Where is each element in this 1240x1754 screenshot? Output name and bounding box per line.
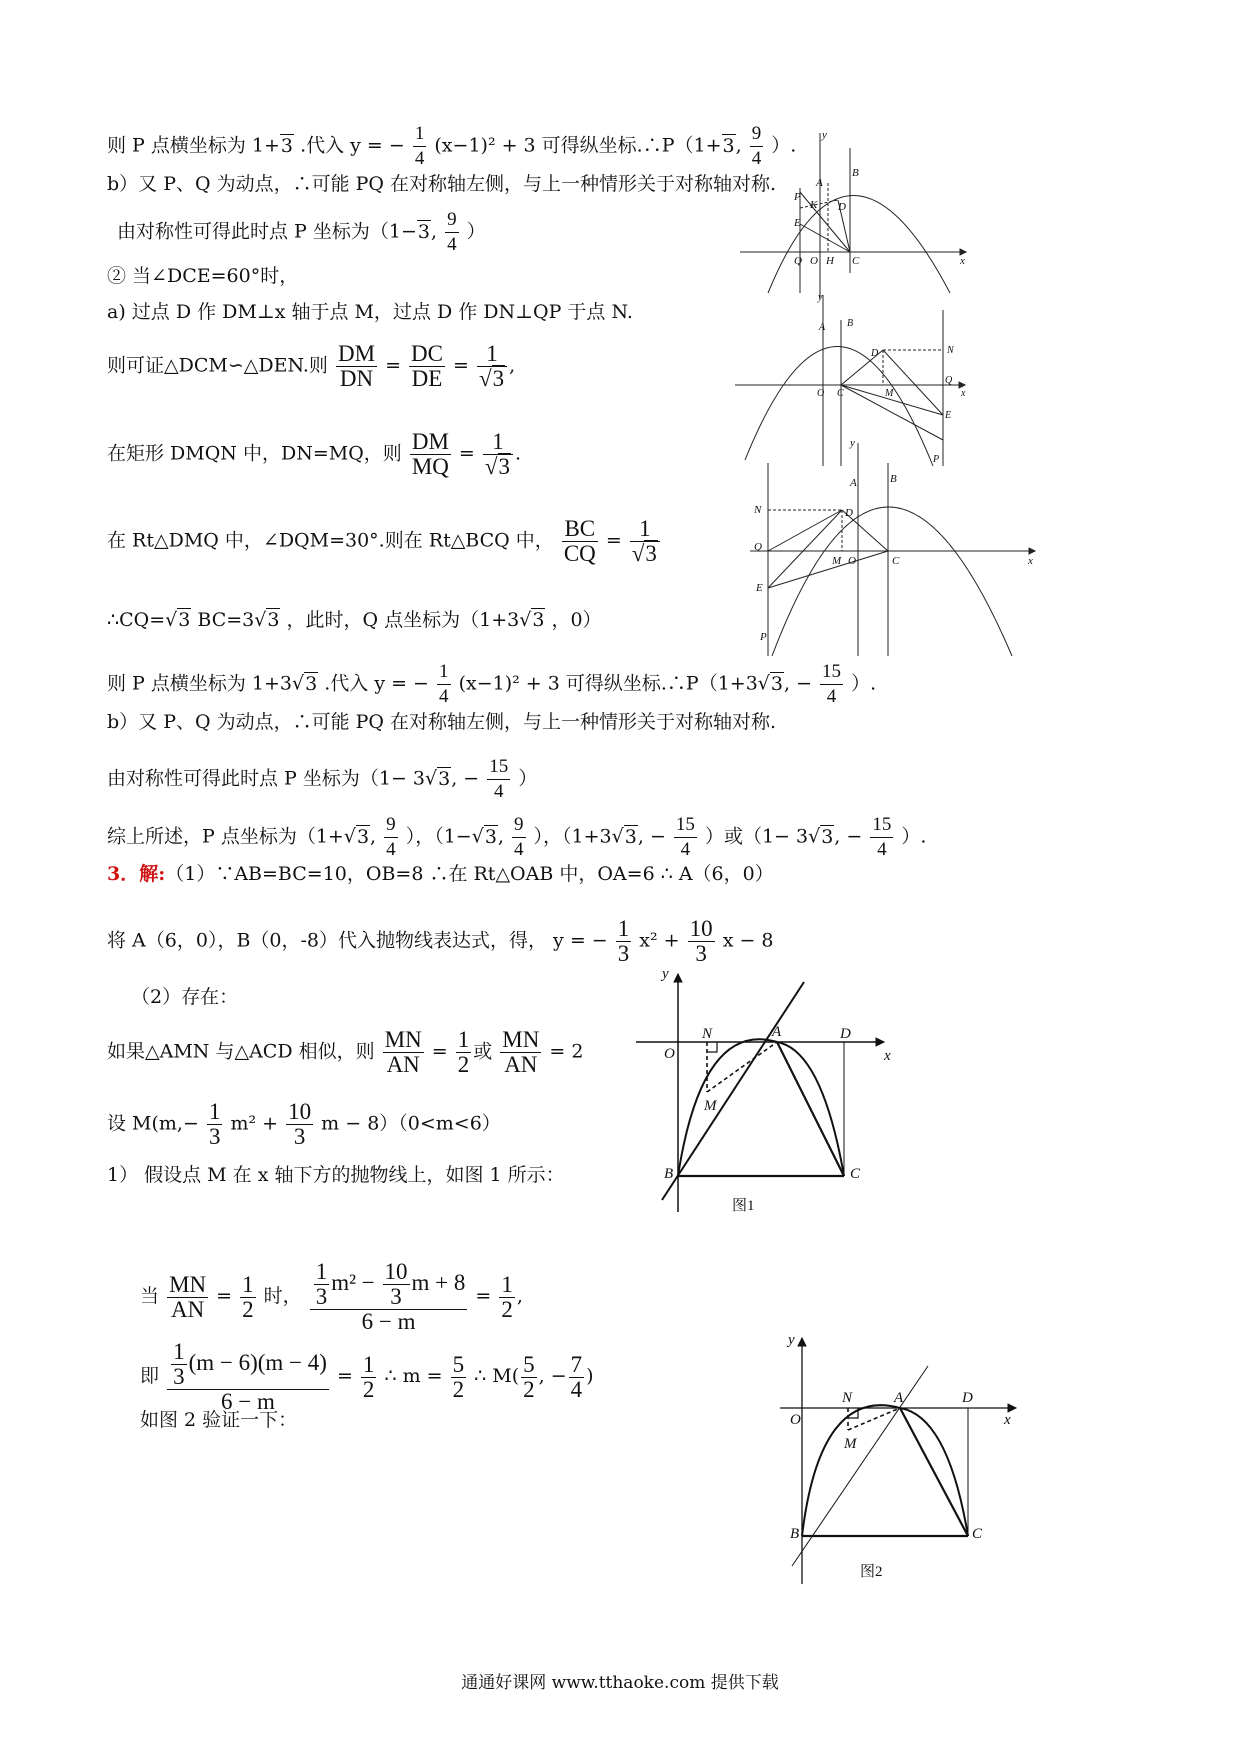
line-22: 如图 2 验证一下：: [140, 1409, 298, 1431]
svg-text:C: C: [892, 555, 900, 567]
svg-text:C: C: [837, 388, 844, 399]
line-5: a) 过点 D 作 DM⊥x 轴于点 M，过点 D 作 DN⊥QP 于点 N.: [107, 301, 633, 323]
line-2: b）又 P、Q 为动点，∴可能 PQ 在对称轴左侧，与上一种情形关于对称轴对称.: [107, 173, 777, 195]
svg-text:C: C: [852, 255, 860, 267]
line-16: （2）存在：: [131, 986, 239, 1008]
svg-text:y: y: [822, 129, 827, 141]
svg-text:C: C: [850, 1166, 861, 1182]
footer: 通通好课网 www.tthaoke.com 提供下载: [461, 1673, 779, 1693]
svg-text:y: y: [788, 1332, 795, 1348]
svg-text:M: M: [885, 388, 894, 399]
svg-text:x: x: [1028, 555, 1033, 567]
line-6: 则可证△DCM∽△DEN.则 $\frac{DM}{DN}$ = $\frac{DC}{DE}$ = $\frac{1}{√3}$ ,: [107, 341, 516, 391]
svg-text:K: K: [810, 199, 818, 211]
svg-text:O: O: [848, 555, 856, 567]
svg-text:y: y: [818, 292, 823, 303]
svg-text:D: D: [845, 507, 853, 519]
figure-2-caption: 图2: [860, 1564, 883, 1580]
line-9: ∴CQ=√3 BC=3√3 ，此时，Q 点坐标为（1+3√3 ，0）: [107, 609, 602, 631]
svg-text:A: A: [772, 1024, 782, 1040]
line-3: 由对称性可得此时点 P 坐标为（1−3, $\frac{9}{4}$ ）: [117, 209, 486, 255]
line-19: 1） 假设点 M 在 x 轴下方的抛物线上，如图 1 所示：: [107, 1164, 565, 1186]
line-17: 如果△AMN 与△ACD 相似，则 $\frac{MN}{AN}$ = $\frac{1}{2}$ 或 $\frac{MN}{AN}$ = 2: [107, 1027, 584, 1077]
svg-text:M: M: [704, 1098, 717, 1114]
svg-text:B: B: [890, 473, 897, 485]
svg-text:y: y: [850, 438, 855, 449]
svg-text:B: B: [852, 167, 859, 179]
svg-text:O: O: [664, 1046, 675, 1062]
line-14: 3．解:（1）∵AB=BC=10，OB=8 ∴在 Rt△OAB 中，OA=6 ∴ A（6，0）: [107, 863, 774, 885]
svg-text:x: x: [1004, 1412, 1011, 1428]
svg-text:y: y: [662, 966, 669, 982]
svg-text:E: E: [756, 582, 763, 594]
line-8: 在 Rt△DMQ 中，∠DQM=30°.则在 Rt△BCQ 中， $\frac{BC}{CQ}$ = $\frac{1}{√3}$: [107, 517, 662, 566]
line-15: 将 A（6，0），B（0，-8）代入抛物线表达式，得， y = − $\frac{1}{3}$ x² + $\frac{10}{3}$ x − 8: [107, 916, 774, 966]
svg-text:B: B: [664, 1166, 674, 1182]
svg-text:Q: Q: [794, 255, 802, 267]
line-1: 则 P 点横坐标为 1+3 .代入 y = − $\frac{1}{4}$ (x−1)² + 3 可得纵坐标.∴P（1+3, $\frac{9}{4}$ ）.: [107, 123, 797, 169]
svg-text:O: O: [810, 255, 818, 267]
line-11: b）又 P、Q 为动点，∴可能 PQ 在对称轴左侧，与上一种情形关于对称轴对称.: [107, 711, 777, 733]
svg-text:N: N: [842, 1390, 853, 1406]
svg-text:B: B: [847, 318, 854, 329]
figure-2: [780, 1326, 1030, 1586]
svg-text:E: E: [945, 410, 952, 421]
svg-text:H: H: [826, 255, 834, 267]
svg-text:B: B: [790, 1526, 800, 1542]
svg-text:D: D: [871, 348, 879, 359]
svg-text:Q: Q: [754, 541, 762, 553]
svg-text:x: x: [960, 255, 965, 267]
svg-text:A: A: [816, 177, 823, 189]
svg-text:O: O: [790, 1412, 801, 1428]
svg-text:Q: Q: [945, 375, 953, 386]
svg-text:P: P: [760, 631, 767, 643]
svg-text:x: x: [884, 1048, 891, 1064]
line-13: 综上所述，P 点坐标为（1+√3, $\frac{9}{4}$ ），（1−√3, $\frac{9}{4}$ ），（1+3√3, − $\frac{15}{4}$ ）或（1− 3√3, − $\frac{15}{4}$ ）.: [107, 814, 927, 860]
svg-text:N: N: [754, 504, 762, 516]
svg-text:M: M: [844, 1436, 857, 1452]
line-18: 设 M(m,− $\frac{1}{3}$ m² + $\frac{10}{3}$ m − 8）（0<m<6）: [107, 1099, 501, 1149]
line-4: ② 当∠DCE=60°时，: [107, 265, 299, 287]
svg-text:P: P: [794, 191, 801, 203]
svg-text:C: C: [972, 1526, 983, 1542]
line-7: 在矩形 DMQN 中，DN=MQ，则 $\frac{DM}{MQ}$ = $\frac{1}{√3}$ .: [107, 429, 522, 479]
svg-text:E: E: [794, 217, 801, 229]
line-10: 则 P 点横坐标为 1+3√3 .代入 y = − $\frac{1}{4}$ (x−1)² + 3 可得纵坐标.∴P（1+3√3, − $\frac{15}{4}$ ）.: [107, 661, 877, 707]
figure-1: [632, 960, 900, 1218]
svg-text:A: A: [819, 322, 826, 333]
figure-1-caption: 图1: [732, 1198, 755, 1214]
svg-text:D: D: [962, 1390, 973, 1406]
svg-text:O: O: [817, 388, 825, 399]
svg-text:D: D: [840, 1026, 851, 1042]
svg-text:N: N: [947, 345, 954, 356]
figure-parabola-c: [750, 438, 1040, 658]
svg-text:P: P: [933, 454, 940, 465]
svg-text:M: M: [832, 555, 842, 567]
svg-text:N: N: [702, 1026, 713, 1042]
svg-text:D: D: [838, 201, 846, 213]
line-21: 即 $\frac{1}{3}$ (m − 6)(m − 4) 6 − m = $\frac{1}{2}$ ∴ m = $\frac{5}{2}$ ∴ M( $\frac{5}{2}$ , − $\frac{7}{4}$ ): [140, 1339, 594, 1414]
svg-text:x: x: [961, 388, 966, 399]
figure-parabola-a: [738, 128, 978, 300]
line-20: 当 $\frac{MN}{AN}$ = $\frac{1}{2}$ 时， $\frac{1}{3}$ m² − $\frac{10}{3}$ m + 8 6 − m = $\frac{1}{2}$ ,: [140, 1259, 523, 1334]
line-12: 由对称性可得此时点 P 坐标为（1− 3√3, − $\frac{15}{4}$ ）: [107, 756, 538, 802]
svg-text:A: A: [894, 1390, 904, 1406]
svg-text:A: A: [850, 477, 857, 489]
